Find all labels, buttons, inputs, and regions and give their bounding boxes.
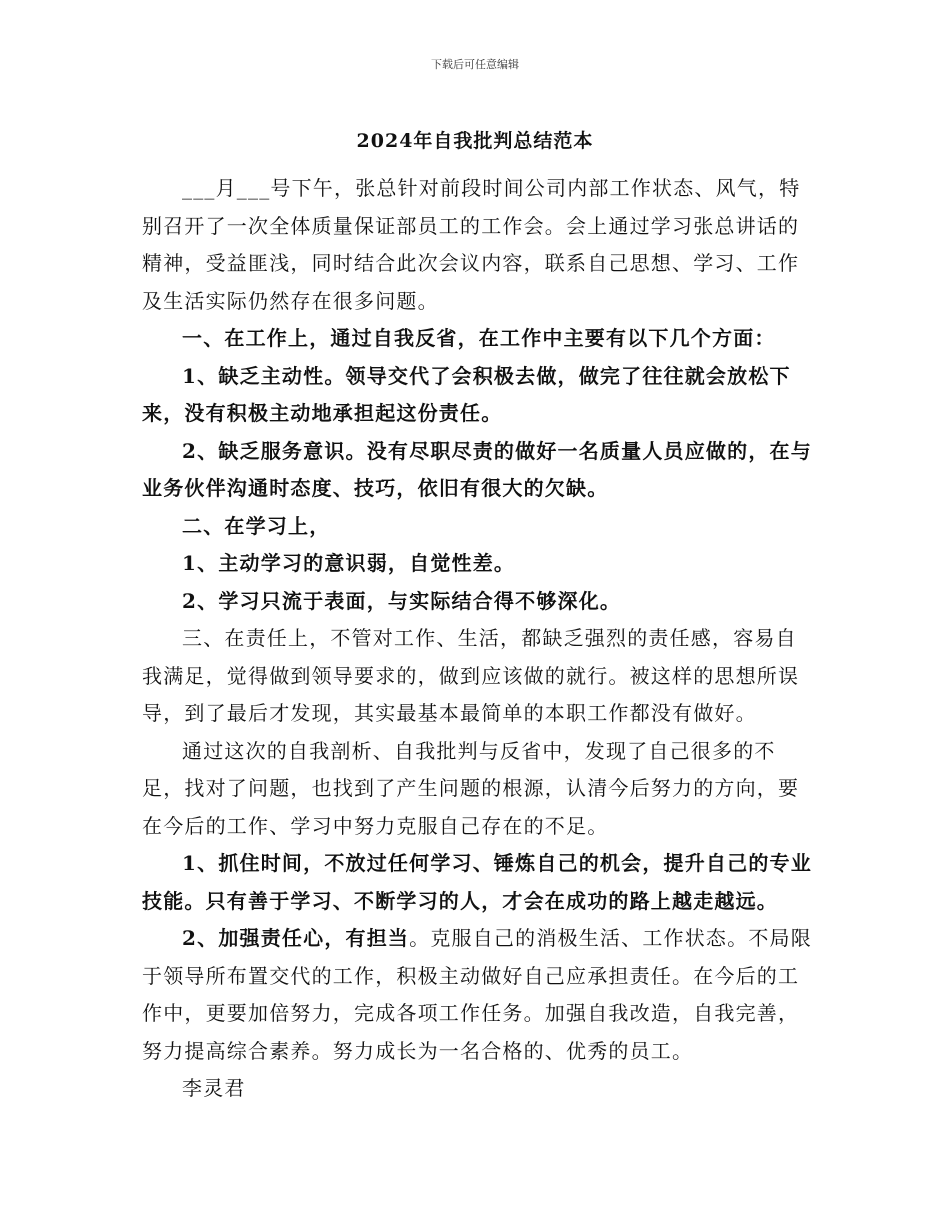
section-2-item-2: 2、学习只流于表面，与实际结合得不够深化。 <box>182 588 622 613</box>
plan-item-2-rest: 。克服自己的消极生活、工作状态。不局限于领导所布置交代的工作，积极主动做好自己应承担责任。在今后的工作中，更要加倍努力，完成各项工作任务。加强自我改造，自我完善，努力提高综合素养。努力成长为一名合格的、优秀的员工。 <box>142 926 812 1063</box>
summary-paragraph: 通过这次的自我剖析、自我批判与反省中，发现了自己很多的不足，找对了问题，也找到了产生问题的根源，认清今后努力的方向，要在今后的工作、学习中努力克服自己存在的不足。 <box>142 738 800 838</box>
signature: 李灵君 <box>182 1076 246 1100</box>
plan-item-2 <box>142 920 812 1070</box>
section-2-item-1: 1、主动学习的意识弱，自觉性差。 <box>182 551 516 575</box>
plan-item-1: 1、抓住时间，不放过任何学习、锤炼自己的机会，提升自己的专业技能。只有善于学习、不断学习的人，才会在成功的路上越走越远。 <box>142 851 812 913</box>
section-1-heading: 一、在工作上，通过自我反省，在工作中主要有以下几个方面： <box>182 326 776 350</box>
section-1-item-1: 1、缺乏主动性。领导交代了会积极去做，做完了往往就会放松下来，没有积极主动地承担起这份责任。 <box>142 363 791 425</box>
header-note: 下载后可任意编辑 <box>431 58 519 71</box>
intro-paragraph: ___月___号下午，张总针对前段时间公司内部工作状态、风气，特别召开了一次全体质量保证部员工的工作会。会上通过学习张总讲话的精神，受益匪浅，同时结合此次会议内容，联系自己思想、学习、工作及生活实际仍然存在很多问题。 <box>142 176 801 313</box>
plan-item-2-bold: 2、加强责任心，有担当 <box>182 926 410 950</box>
section-2-heading: 二、在学习上， <box>182 513 331 538</box>
document-title: 2024年自我批判总结范本 <box>356 130 594 152</box>
section-3-paragraph: 三、在责任上，不管对工作、生活，都缺乏强烈的责任感，容易自我满足，觉得做到领导要求的，做到应该做的就行。被这样的思想所误导，到了最后才发现，其实最基本最简单的本职工作都没有做好。 <box>142 626 800 725</box>
document-body <box>142 170 812 1108</box>
section-1-item-2: 2、缺乏服务意识。没有尽职尽责的做好一名质量人员应做的，在与业务伙伴沟通时态度、技巧，依旧有很大的欠缺。 <box>142 438 812 500</box>
